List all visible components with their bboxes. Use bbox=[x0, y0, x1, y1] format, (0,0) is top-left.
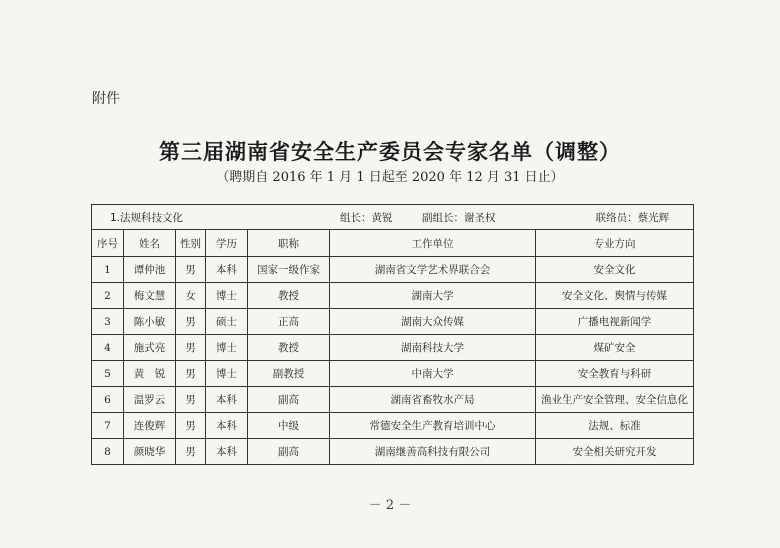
cell-title: 副高 bbox=[248, 439, 330, 465]
column-header: 职称 bbox=[248, 230, 330, 257]
group-leader: 组长：黄锐 bbox=[340, 211, 393, 224]
table-row bbox=[92, 387, 694, 413]
cell-education: 博士 bbox=[206, 335, 248, 361]
cell-gender: 女 bbox=[176, 283, 206, 309]
cell-specialty: 安全教育与科研 bbox=[536, 361, 694, 387]
cell-specialty: 安全相关研究开发 bbox=[536, 439, 694, 465]
table-row bbox=[92, 361, 694, 387]
cell-gender: 男 bbox=[176, 361, 206, 387]
cell-index: 7 bbox=[92, 413, 124, 439]
group-liaison: 联络员：蔡光辉 bbox=[595, 211, 670, 224]
cell-index: 5 bbox=[92, 361, 124, 387]
cell-name: 施式亮 bbox=[124, 335, 176, 361]
cell-education: 本科 bbox=[206, 257, 248, 283]
cell-title: 中级 bbox=[248, 413, 330, 439]
cell-employer: 中南大学 bbox=[330, 361, 536, 387]
cell-title: 副高 bbox=[248, 387, 330, 413]
column-header: 专业方向 bbox=[536, 230, 694, 257]
cell-index: 1 bbox=[92, 257, 124, 283]
expert-roster-table bbox=[91, 204, 694, 465]
cell-title: 副教授 bbox=[248, 361, 330, 387]
attachment-label: 附件 bbox=[92, 91, 120, 107]
cell-employer: 湖南继善高科技有限公司 bbox=[330, 439, 536, 465]
table-row bbox=[92, 413, 694, 439]
cell-specialty: 煤矿安全 bbox=[536, 335, 694, 361]
table-header-row bbox=[92, 230, 694, 257]
column-header: 工作单位 bbox=[330, 230, 536, 257]
cell-gender: 男 bbox=[176, 439, 206, 465]
cell-title: 正高 bbox=[248, 309, 330, 335]
document-title: 第三届湖南省安全生产委员会专家名单（调整） bbox=[159, 139, 621, 164]
cell-specialty: 安全文化 bbox=[536, 257, 694, 283]
cell-gender: 男 bbox=[176, 257, 206, 283]
cell-index: 8 bbox=[92, 439, 124, 465]
column-header: 学历 bbox=[206, 230, 248, 257]
cell-education: 本科 bbox=[206, 413, 248, 439]
group-deputy-leader: 副组长：谢圣权 bbox=[422, 211, 496, 224]
cell-employer: 湖南大众传媒 bbox=[330, 309, 536, 335]
cell-education: 博士 bbox=[206, 283, 248, 309]
cell-education: 博士 bbox=[206, 361, 248, 387]
table-row bbox=[92, 257, 694, 283]
table-row bbox=[92, 439, 694, 465]
cell-index: 2 bbox=[92, 283, 124, 309]
cell-title: 国家一级作家 bbox=[248, 257, 330, 283]
table-row bbox=[92, 283, 694, 309]
cell-index: 3 bbox=[92, 309, 124, 335]
cell-gender: 男 bbox=[176, 309, 206, 335]
cell-name: 温罗云 bbox=[124, 387, 176, 413]
column-header: 姓名 bbox=[124, 230, 176, 257]
cell-index: 4 bbox=[92, 335, 124, 361]
cell-index: 6 bbox=[92, 387, 124, 413]
page-number: － 2 － bbox=[368, 498, 412, 513]
cell-title: 教授 bbox=[248, 283, 330, 309]
cell-education: 硕士 bbox=[206, 309, 248, 335]
cell-employer: 常德安全生产教育培训中心 bbox=[330, 413, 536, 439]
column-header: 序号 bbox=[92, 230, 124, 257]
cell-employer: 湖南大学 bbox=[330, 283, 536, 309]
group-name: 1.法规科技文化 bbox=[110, 211, 184, 224]
cell-employer: 湖南省畜牧水产局 bbox=[330, 387, 536, 413]
cell-education: 本科 bbox=[206, 439, 248, 465]
cell-name: 梅文慧 bbox=[124, 283, 176, 309]
cell-gender: 男 bbox=[176, 335, 206, 361]
cell-name: 连俊辉 bbox=[124, 413, 176, 439]
cell-name: 陈小敏 bbox=[124, 309, 176, 335]
cell-specialty: 安全文化、舆情与传媒 bbox=[536, 283, 694, 309]
cell-gender: 男 bbox=[176, 387, 206, 413]
cell-specialty: 法规、标准 bbox=[536, 413, 694, 439]
cell-title: 教授 bbox=[248, 335, 330, 361]
table-row bbox=[92, 335, 694, 361]
cell-specialty: 渔业生产安全管理、安全信息化 bbox=[536, 387, 694, 413]
cell-employer: 湖南科技大学 bbox=[330, 335, 536, 361]
cell-employer: 湖南省文学艺术界联合会 bbox=[330, 257, 536, 283]
table-row bbox=[92, 309, 694, 335]
cell-name: 黄 锐 bbox=[124, 361, 176, 387]
cell-name: 谭仲池 bbox=[124, 257, 176, 283]
cell-gender: 男 bbox=[176, 413, 206, 439]
column-header: 性别 bbox=[176, 230, 206, 257]
group-header-row bbox=[92, 205, 694, 230]
appointment-period: （聘期自 2016 年 1 月 1 日起至 2020 年 12 月 31 日止） bbox=[216, 170, 564, 185]
cell-education: 本科 bbox=[206, 387, 248, 413]
cell-name: 颜晓华 bbox=[124, 439, 176, 465]
cell-specialty: 广播电视新闻学 bbox=[536, 309, 694, 335]
